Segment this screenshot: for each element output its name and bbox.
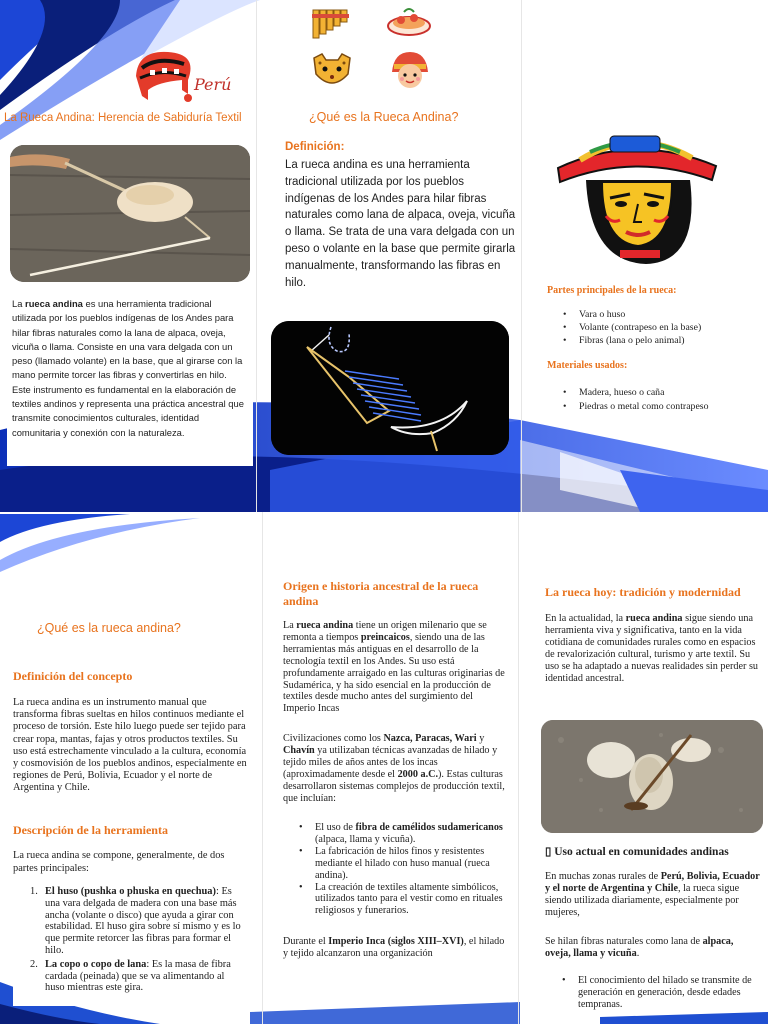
- history-paragraph: [283, 936, 505, 960]
- list-item: • Vara o huso: [563, 309, 701, 322]
- history-heading: Origen e historia ancestral de la rueca andina: [283, 579, 479, 608]
- modern-list: [562, 975, 762, 1011]
- text: El uso de: [315, 822, 356, 833]
- text-bold: rueca andina: [625, 613, 683, 624]
- current-use-heading: [545, 844, 729, 858]
- cover-description-text: es una herramienta tradicional utilizada por los pueblos indígenas de los Andes para hilar fibras naturales como la lana de alpaca, oveja, vicuña o llama. Consiste en una vara delgada con un peso (llamado volante) en la base, que al girarse con la mano permite torcer las fibras y convertirlas en hilo. Este instrumento es fundamental en la elaboración de textiles andinos y representa una práctica ancestral que transmite conocimientos culturales, identidad comunitaria y conexión con la naturaleza.: [12, 298, 244, 438]
- item-text: : Es la masa de fibra cardada (peinada) que se va alimentando al huso mientras este gira.: [45, 958, 231, 994]
- item-bold: El huso (pushka o phuska en quechua): [45, 886, 216, 897]
- fold-line: [262, 512, 263, 1024]
- cover-description-bold: rueca andina: [25, 298, 83, 309]
- spindle-photo: [10, 145, 250, 282]
- fold-line: [521, 0, 522, 512]
- list-item: • Piedras o metal como contrapeso: [563, 400, 709, 414]
- fold-line: [518, 512, 519, 1024]
- tool-heading: Descripción de la herramienta: [13, 823, 168, 837]
- peru-logo-text: Perú: [194, 75, 232, 94]
- text: Civilizaciones como los: [283, 733, 384, 744]
- placeholder-glyph-icon: ▯: [545, 846, 552, 858]
- item-text: : Es una vara delgada de madera con una base más ancha (volante o disco) que ayuda a girar con estabilidad. El huso gira sobre sí mismo y es lo que permite retorcer las fibras para formar el hilo.: [45, 886, 241, 956]
- spindle-illustration: [271, 321, 509, 455]
- list-item: • La fabricación de hilos finos y resistentes mediante el hilado con huso manual (rueca andina).: [299, 846, 504, 882]
- cover-description-text: La: [12, 298, 26, 309]
- cover-description: [7, 293, 253, 466]
- text: sigue siendo una herramienta viva y significativa, tanto en la vida cotidiana de comunidades rurales como en espacios de revalorización cultural, turismo y arte textil. Su uso se ha adaptado a nuevas realidades sin perder su identidad ancestral.: [545, 613, 759, 684]
- text-bold: rueca andina: [296, 620, 354, 631]
- materials-heading: Materiales usados:: [547, 360, 628, 371]
- history-paragraph: [283, 733, 505, 804]
- list-number: 2.: [30, 958, 38, 970]
- text-bold: alpaca, oveja, llama y vicuña: [545, 936, 734, 959]
- text: tiene un origen milenario que se remonta a tiempos: [283, 620, 487, 643]
- list-item: [13, 959, 244, 994]
- peru-logo: [128, 46, 238, 106]
- panel-title: ¿Qué es la Rueca Andina?: [309, 110, 459, 124]
- list-item: [299, 822, 504, 846]
- definition-text: La rueca andina es una herramienta tradicional utilizada por los pueblos indígenas de los Andes para hilar fibras naturales como lana de alpaca, oveja, vicuña o llama. Se trata de una vara delgada con un peso o volante en la base que permite girarla manualmente, transformando las fibras en hilo.: [285, 159, 516, 289]
- text: y: [476, 733, 485, 744]
- tool-intro: La rueca andina se compone, generalmente, de dos partes principales:: [13, 850, 225, 874]
- food-bowl-icon: [386, 4, 432, 38]
- text: Durante el: [283, 936, 329, 947]
- history-paragraph: [283, 620, 505, 715]
- definition-label: Definición:: [285, 141, 345, 153]
- text-bold: Nazca, Paracas, Wari: [383, 733, 477, 744]
- fold-line: [256, 0, 257, 512]
- girl-chullo-icon: [388, 50, 432, 92]
- panpipe-icon: [311, 6, 351, 40]
- text: Se hilan fibras naturales como lana de: [545, 936, 703, 947]
- text: , siendo una de las herramientas más antiguas en el desarrollo de la tecnología textil en los Andes. Su uso está profundamente arraigado en las culturas originarias de Sudamérica, y ha sido esencial en la producción de textiles desde mucho antes del surgimiento del Imperio Incas: [283, 631, 505, 715]
- list-item: • Volante (contrapeso en la base): [563, 322, 701, 335]
- current-use-heading-text: Uso actual en comunidades andinas: [554, 846, 729, 858]
- spindle-drawing: [271, 321, 509, 455]
- materials-list: [563, 386, 709, 413]
- text: , la rueca sigue siendo utilizada diariamente, especialmente por mujeres,: [545, 882, 740, 918]
- parts-list: [563, 309, 701, 347]
- wool-image: [541, 720, 763, 833]
- text: ya utilizaban técnicas avanzadas de hilado y tejido miles de años antes de los incas (aproximadamente desde el: [283, 744, 498, 780]
- parts-heading: Partes principales de la rueca:: [547, 285, 677, 296]
- cover-title: La Rueca Andina: Herencia de Sabiduría Textil: [4, 112, 242, 124]
- tool-parts-list: [13, 886, 248, 1006]
- text-bold: 2000 a.C.: [397, 768, 439, 780]
- text: En la actualidad, la: [545, 613, 626, 624]
- text: La: [283, 620, 297, 631]
- text: (alpaca, llama y vicuña).: [315, 833, 416, 845]
- modern-heading: La rueca hoy: tradición y modernidad: [545, 585, 741, 599]
- andean-woman-illustration: [550, 122, 720, 265]
- list-item: [13, 886, 244, 957]
- list-item: • Fibras (lana o pelo animal): [563, 335, 701, 348]
- text-bold: Perú, Bolivia, Ecuador y el norte de Argentina y Chile: [545, 871, 760, 894]
- list-number: 1.: [30, 886, 38, 897]
- concept-text: La rueca andina es un instrumento manual que transforma fibras sueltas en hilos continuos mediante el proceso de torsión. Este hilo luego puede ser tejido para crear ropa, mantas, fajas y otros productos textiles. Su uso está estrechamente vinculado a la cultura, economía y cosmovisión de los pueblos andinos, especialmente en regiones de Perú, Bolivia, Ecuador y el norte de Argentina y Chile.: [13, 697, 247, 794]
- list-item: • Madera, hueso o caña: [563, 386, 709, 400]
- text-bold: Imperio Inca (siglos XIII–XVI): [328, 936, 464, 947]
- concept-heading: Definición del concepto: [13, 669, 133, 683]
- text: .: [636, 947, 640, 959]
- text-bold: preincaicos: [360, 631, 410, 643]
- text-bold: Chavín: [283, 744, 315, 756]
- list-item: • La creación de textiles altamente simbólicos, utilizados tanto para el vestir como en rituales religiosos y funerarios.: [299, 882, 504, 918]
- history-list: [299, 822, 504, 917]
- list-item: • El conocimiento del hilado se transmite de generación en generación, desde edades tempranas.: [562, 975, 762, 1011]
- panel-title: ¿Qué es la rueca andina?: [37, 621, 181, 635]
- wool-spindle-photo: [541, 720, 763, 833]
- jaguar-icon: [310, 50, 354, 90]
- text: ). Estas culturas desarrollaron sistemas complejos de producción textil, que incluían:: [283, 768, 505, 804]
- modern-paragraph: [545, 936, 760, 960]
- item-bold: La copo o copo de lana: [45, 958, 147, 970]
- modern-paragraph: [545, 613, 760, 684]
- spindle-image: [10, 145, 250, 282]
- text-bold: fibra de camélidos sudamericanos: [355, 822, 503, 833]
- modern-paragraph: [545, 871, 760, 919]
- text: , el hilado y tejido alcanzaron una organización: [283, 936, 505, 959]
- text: En muchas zonas rurales de: [545, 871, 661, 882]
